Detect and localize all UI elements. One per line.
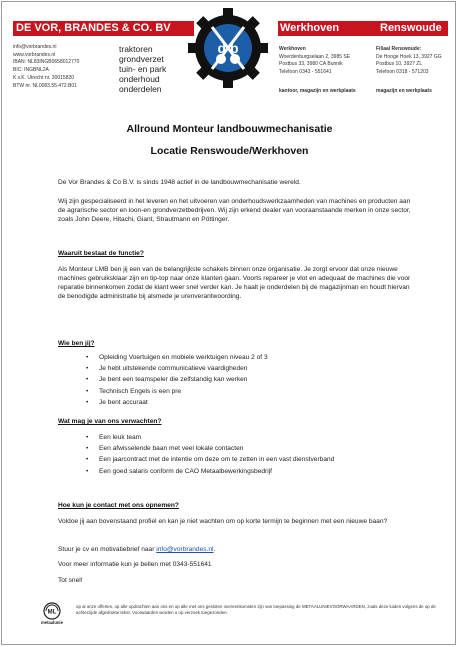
closing-paragraph: Tot snel!: [58, 577, 83, 584]
werkhoven-title: Werkhoven: [279, 46, 306, 52]
contact-website[interactable]: www.vorbrandes.nl: [13, 51, 56, 58]
werkhoven-footer: kantoor, magazijn en werkplaats: [279, 88, 356, 94]
list-item: • Je bent accuraat: [86, 397, 268, 408]
section-heading-contact: Hoe kun je contact met ons opnemen?: [58, 502, 179, 509]
contact-iban: IBAN: NL83INGB0658012770: [13, 59, 80, 66]
requirements-list: [86, 352, 268, 408]
function-paragraph: Als Monteur LMB ben jij een van de belangrijkste schakels binnen onze organisatie. Je zorgt ervoor dat onze nieuwe machines gebruiksklaar zijn en tip-top naar onze klanten gaan. Voorts repareer je vlot en adequaat de machines die voor reparatie binnenkomen zodat de klant weer snel verder kan. Je haalt je onderdelen bij de magazijnman en houdt hiervan de benodigde administratie bij alsmede je urenverantwoording.: [58, 266, 411, 301]
contact-paragraph-1: Voldoe jij aan bovenstaand profiel en kan je niet wachten om op korte termijn te beginnen met een nieuwe baan?: [58, 518, 388, 525]
service-item: grondverzet: [119, 54, 164, 64]
section-heading-offer: Wat mag je van ons verwachten?: [58, 418, 162, 425]
contact-paragraph-2: Stuur je cv en motivatiebrief naar info@vorbrandes.nl.: [58, 546, 216, 553]
list-item: • Je bent een teamspeler die zelfstandig kan werken: [86, 374, 268, 385]
werkhoven-line: Woerdenburgselaan 2, 3985 SE: [279, 53, 351, 60]
document-page: [1, 1, 456, 645]
services-list: [119, 44, 166, 94]
location-renswoude-address: [376, 46, 442, 76]
job-title: Allround Monteur landbouwmechanisatie: [126, 123, 333, 135]
section-heading-function: Waaruit bestaat de functie?: [58, 250, 144, 257]
offer-list: [86, 432, 334, 477]
location-werkhoven-label: Werkhoven: [280, 22, 340, 34]
contact-kvk: K.v.K. Utrecht nr. 30015820: [13, 74, 75, 81]
locations-bar: [278, 21, 448, 36]
intro-paragraph-1: De Vor Brandes & Co B.V. is sinds 1948 actief in de landbouwmechanisatie wereld.: [58, 179, 301, 186]
renswoude-footer: magazijn en werkplaats: [376, 88, 432, 94]
location-renswoude-label: Renswoude: [380, 22, 442, 34]
contact-email[interactable]: info@vorbrandes.nl: [13, 44, 57, 50]
list-item: • Een afwisselende baan met veel lokale contacten: [86, 443, 334, 454]
company-name-bar: DE VOR, BRANDES & CO. BV: [13, 21, 194, 36]
contact-btw: BTW nr. NL0083.55.472.B01: [13, 82, 77, 89]
contact-bic: BIC: INGBNL2A: [13, 67, 49, 74]
werkhoven-line: Postbus 33, 3980 CA Bunnik: [279, 61, 343, 68]
renswoude-line: De Hooge Hoek 13, 3927 GG: [376, 53, 442, 60]
contact-details: [13, 44, 79, 90]
list-item: • Opleiding Voertuigen en mobiele werktuigen niveau 2 of 3: [86, 352, 268, 363]
metaalunie-logo-text: metaalunie: [41, 620, 63, 625]
list-item: • Technisch Engels is een pre: [86, 386, 268, 397]
terms-footer-text: op al onze offertes, op alle opdrachten aan ons en op alle met ons gesloten overeenkomsten zijn van toepassing de METAALUNIEVOORWAARDEN, zoals deze luiden volgens de op de achterzijde afgedrukte tekst. Voorwaarden worden u op verzoek toegezonden.: [76, 604, 436, 616]
send-cv-text: Stuur je cv en motivatiebrief naar: [58, 546, 157, 553]
list-item: • Een goed salaris conform de CAO Metaalbewerkingsbedrijf: [86, 466, 334, 477]
service-item: onderhoud: [119, 74, 160, 84]
list-item: • Een jaarcontract met de intentie om deze om te zetten in een vast dienstverband: [86, 454, 334, 465]
renswoude-line: Postbus 10, 3927 ZL: [376, 61, 423, 68]
contact-phone-paragraph: Voor meer informatie kun je bellen met 0343-551641: [58, 561, 212, 568]
location-werkhoven-address: [279, 46, 350, 76]
gear-icon: [188, 8, 268, 88]
job-location: Locatie Renswoude/Werkhoven: [150, 145, 309, 157]
svg-text:ML: ML: [47, 609, 57, 616]
renswoude-title: Filiaal Renswoude:: [376, 46, 422, 52]
intro-paragraph-2: Wij zijn gespecialiseerd in het leveren en het uitvoeren van onderhoudswerkzaamheden van machines en producten aan de agrarische sector en loon-en grondverzetbedrijven. Wij zijn erkend dealer van vooraanstaande merken in onze sector, zoals John Deere, Hitachi, Giant, Strautmann en Pöttinger.: [58, 198, 411, 224]
logo-letters: d b: [217, 40, 239, 56]
company-logo: [187, 7, 269, 89]
service-item: tuin- en park: [119, 64, 167, 74]
werkhoven-line: Telefoon 0343 - 551641: [279, 68, 332, 75]
metaalunie-logo: [35, 602, 69, 626]
service-item: traktoren: [119, 44, 153, 54]
list-item: • Je hebt uitstekende communicatieve vaardigheden: [86, 363, 268, 374]
section-heading-who: Wie ben jij?: [58, 340, 95, 347]
renswoude-line: Telefoon 0318 - 571203: [376, 68, 429, 75]
list-item: • Een leuk team: [86, 432, 334, 443]
email-link[interactable]: info@vorbrandes.nl: [156, 546, 214, 553]
service-item: onderdelen: [119, 84, 162, 94]
